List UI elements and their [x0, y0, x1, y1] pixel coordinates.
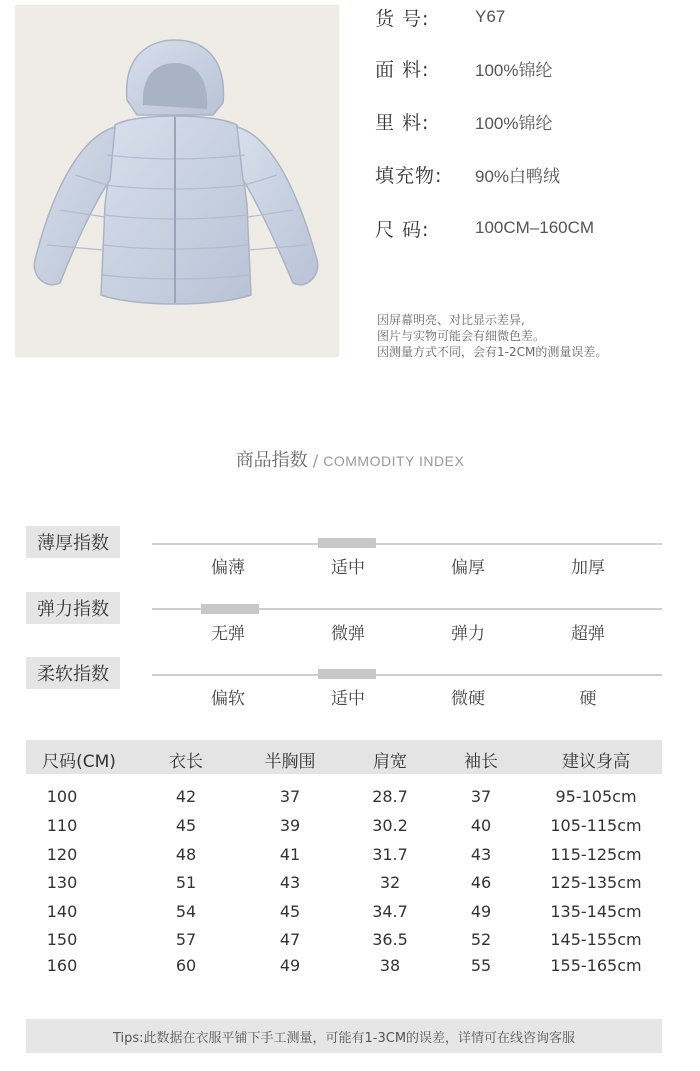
- size-header-cell: 尺码(CM): [42, 752, 116, 772]
- spec-value: 90%白鸭绒: [475, 166, 561, 186]
- size-header-cell: 半胸围: [264, 752, 316, 772]
- table-cell: 31.7: [372, 845, 408, 864]
- index-option: 偏厚: [451, 558, 485, 578]
- table-cell: 120: [46, 845, 78, 864]
- section-title-en: COMMODITY INDEX: [323, 453, 465, 469]
- table-cell: 48: [175, 845, 197, 864]
- table-cell: 100: [46, 787, 78, 806]
- table-cell: 45: [175, 816, 197, 835]
- spec-row-item-no: [375, 0, 505, 34]
- spec-value: 100%锦纶: [475, 113, 553, 133]
- table-cell: 39: [279, 816, 301, 835]
- spec-label: 尺 码:: [375, 218, 430, 241]
- index-option: 偏薄: [211, 558, 245, 578]
- spec-row-filling: [375, 157, 560, 191]
- size-header-cell: 衣长: [169, 752, 203, 772]
- table-cell: 49: [279, 956, 301, 975]
- spec-label: 里 料:: [375, 111, 430, 134]
- table-cell: 125-135cm: [550, 873, 642, 892]
- size-table-header: [26, 740, 662, 774]
- table-cell: 54: [175, 902, 197, 921]
- index-option-selected: 适中: [331, 689, 365, 709]
- index-selected-marker: [318, 669, 376, 679]
- table-cell: 145-155cm: [550, 930, 642, 949]
- index-selected-marker: [318, 538, 376, 548]
- table-cell: 155-165cm: [550, 956, 642, 975]
- table-cell: 40: [470, 816, 492, 835]
- spec-value: 100%锦纶: [475, 60, 553, 80]
- index-selected-marker: [201, 604, 259, 614]
- index-option: 硬: [579, 689, 597, 709]
- spec-label: 面 料:: [375, 58, 430, 81]
- table-cell: 52: [470, 930, 492, 949]
- spec-value: 100CM–160CM: [475, 218, 595, 237]
- table-cell: 110: [46, 816, 78, 835]
- note-line: 图片与实物可能会有细微色差。: [377, 329, 546, 343]
- section-title: [0, 446, 700, 472]
- section-title-zh: 商品指数: [235, 450, 308, 471]
- table-cell: 135-145cm: [550, 902, 642, 921]
- index-label-softness: 柔软指数: [26, 657, 120, 689]
- index-option-selected: 适中: [331, 558, 365, 578]
- table-cell: 37: [279, 787, 301, 806]
- table-cell: 30.2: [372, 816, 408, 835]
- table-cell: 41: [279, 845, 301, 864]
- size-header-cell: 袖长: [464, 752, 498, 772]
- spec-row-fabric: [375, 51, 552, 85]
- index-option: 微硬: [451, 689, 485, 709]
- table-cell: 37: [470, 787, 492, 806]
- index-option: 加厚: [571, 558, 605, 578]
- table-cell: 115-125cm: [550, 845, 642, 864]
- table-cell: 55: [470, 956, 492, 975]
- table-cell: 130: [46, 873, 78, 892]
- note-line: 因测量方式不同，会有1-2CM的测量误差。: [377, 345, 608, 359]
- spec-label: 货 号:: [375, 7, 430, 30]
- index-option: 超弹: [571, 624, 605, 644]
- down-jacket-illustration: [15, 5, 339, 357]
- spec-row-size: [375, 211, 594, 245]
- color-disclaimer-note: [377, 312, 607, 360]
- spec-row-lining: [375, 104, 552, 138]
- table-cell: 95-105cm: [555, 787, 637, 806]
- table-cell: 47: [279, 930, 301, 949]
- table-cell: 32: [379, 873, 401, 892]
- index-scale-line: [152, 543, 662, 545]
- table-cell: 46: [470, 873, 492, 892]
- index-option-selected: 无弹: [211, 624, 245, 644]
- index-scale-line: [152, 674, 662, 676]
- index-option: 微弹: [331, 624, 365, 644]
- table-cell: 57: [175, 930, 197, 949]
- table-cell: 34.7: [372, 902, 408, 921]
- table-cell: 43: [279, 873, 301, 892]
- index-option: 偏软: [211, 689, 245, 709]
- size-header-cell: 建议身高: [562, 752, 630, 772]
- size-header-cell: 肩宽: [373, 752, 407, 772]
- table-cell: 140: [46, 902, 78, 921]
- table-cell: 160: [46, 956, 78, 975]
- note-line: 因屏幕明亮、对比显示差异,: [377, 313, 525, 327]
- index-option: 弹力: [451, 624, 485, 644]
- table-cell: 150: [46, 930, 78, 949]
- index-label-thickness: 薄厚指数: [26, 526, 120, 558]
- table-cell: 28.7: [372, 787, 408, 806]
- table-cell: 51: [175, 873, 197, 892]
- table-cell: 43: [470, 845, 492, 864]
- table-cell: 38: [379, 956, 401, 975]
- table-cell: 36.5: [372, 930, 408, 949]
- spec-value: Y67: [475, 7, 506, 26]
- spec-label: 填充物:: [375, 164, 443, 187]
- tips-bar: Tips:此数据在衣服平铺下手工测量，可能有1-3CM的误差，详情可在线咨询客服: [26, 1019, 662, 1053]
- table-cell: 45: [279, 902, 301, 921]
- table-cell: 60: [175, 956, 197, 975]
- table-cell: 42: [175, 787, 197, 806]
- product-photo: [15, 5, 339, 357]
- table-cell: 105-115cm: [550, 816, 642, 835]
- section-title-separator: /: [312, 451, 319, 470]
- table-cell: 49: [470, 902, 492, 921]
- index-label-elasticity: 弹力指数: [26, 592, 120, 624]
